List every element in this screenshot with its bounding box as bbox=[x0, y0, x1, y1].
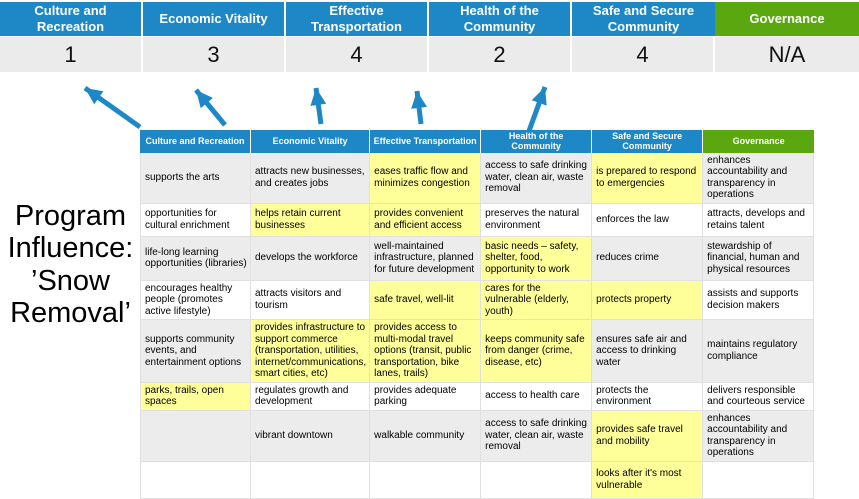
matrix-row bbox=[140, 462, 814, 499]
arrow-icon bbox=[316, 88, 321, 124]
matrix-header-cell: Governance bbox=[703, 130, 814, 153]
priority-header-cell: Safe and Secure Community bbox=[572, 2, 715, 36]
matrix-cell: maintains regulatory compliance bbox=[703, 320, 814, 383]
priority-score: 2 bbox=[429, 37, 572, 72]
priority-header-cell: Economic Vitality bbox=[143, 2, 286, 36]
priority-matrix bbox=[140, 130, 814, 499]
arrow-icon bbox=[417, 91, 421, 124]
priority-header-cell: Governance bbox=[715, 2, 859, 36]
matrix-cell: eases traffic flow and minimizes congestion bbox=[370, 153, 481, 204]
matrix-cell: provides infrastructure to support commerce (transportation, utilities, internet/communications, smart cities, etc) bbox=[251, 320, 370, 383]
priority-header-cell: Health of the Community bbox=[429, 2, 572, 36]
matrix-cell: opportunities for cultural enrichment bbox=[140, 204, 251, 237]
arrow-icon bbox=[85, 88, 140, 127]
matrix-cell: supports community events, and entertainment options bbox=[140, 320, 251, 383]
priority-score: 3 bbox=[143, 37, 286, 72]
matrix-cell: supports the arts bbox=[140, 153, 251, 204]
matrix-cell bbox=[370, 462, 481, 499]
matrix-cell: preserves the natural environment bbox=[481, 204, 592, 237]
matrix-cell bbox=[140, 411, 251, 462]
matrix-cell: access to health care bbox=[481, 383, 592, 411]
matrix-cell: develops the workforce bbox=[251, 237, 370, 281]
matrix-cell: regulates growth and development bbox=[251, 383, 370, 411]
matrix-cell: life-long learning opportunities (libraries) bbox=[140, 237, 251, 281]
matrix-cell: access to safe drinking water, clean air, waste removal bbox=[481, 153, 592, 204]
matrix-cell: enhances accountability and transparency in operations bbox=[703, 411, 814, 462]
matrix-cell: encourages healthy people (promotes active lifestyle) bbox=[140, 281, 251, 321]
priority-score: 4 bbox=[572, 37, 715, 72]
matrix-row bbox=[140, 204, 814, 237]
matrix-cell: helps retain current businesses bbox=[251, 204, 370, 237]
matrix-cell: provides adequate parking bbox=[370, 383, 481, 411]
priority-score: 1 bbox=[0, 37, 143, 72]
matrix-body bbox=[140, 153, 814, 499]
matrix-cell: attracts new businesses, and creates jobs bbox=[251, 153, 370, 204]
priority-matrix-table bbox=[140, 130, 814, 499]
matrix-cell bbox=[703, 462, 814, 499]
matrix-cell bbox=[251, 462, 370, 499]
matrix-cell: enhances accountability and transparency in operations bbox=[703, 153, 814, 204]
matrix-cell: stewardship of financial, human and physical resources bbox=[703, 237, 814, 281]
matrix-row bbox=[140, 281, 814, 321]
matrix-cell: delivers responsible and courteous service bbox=[703, 383, 814, 411]
priority-score-row bbox=[0, 37, 859, 72]
matrix-cell: safe travel, well-lit bbox=[370, 281, 481, 321]
matrix-row bbox=[140, 411, 814, 462]
matrix-cell: keeps community safe from danger (crime, disease, etc) bbox=[481, 320, 592, 383]
priority-header-cell: Effective Transportation bbox=[286, 2, 429, 36]
matrix-cell: well-maintained infrastructure, planned for future development bbox=[370, 237, 481, 281]
matrix-header-cell: Effective Transportation bbox=[370, 130, 481, 153]
matrix-cell: vibrant downtown bbox=[251, 411, 370, 462]
matrix-cell bbox=[481, 462, 592, 499]
matrix-cell: attracts visitors and tourism bbox=[251, 281, 370, 321]
matrix-cell: looks after it's most vulnerable bbox=[592, 462, 703, 499]
matrix-cell: provides convenient and efficient access bbox=[370, 204, 481, 237]
matrix-cell: attracts, develops and retains talent bbox=[703, 204, 814, 237]
matrix-cell bbox=[140, 462, 251, 499]
priority-header-cell: Culture and Recreation bbox=[0, 2, 143, 36]
matrix-cell: protects the environment bbox=[592, 383, 703, 411]
matrix-cell: access to safe drinking water, clean air, waste removal bbox=[481, 411, 592, 462]
matrix-cell: ensures safe air and access to drinking water bbox=[592, 320, 703, 383]
matrix-header-cell: Safe and Secure Community bbox=[592, 130, 703, 153]
priority-score: 4 bbox=[286, 37, 429, 72]
matrix-cell: provides access to multi-modal travel options (transit, public transportation, bike lanes, trails) bbox=[370, 320, 481, 383]
matrix-cell: walkable community bbox=[370, 411, 481, 462]
matrix-row bbox=[140, 237, 814, 281]
matrix-cell: is prepared to respond to emergencies bbox=[592, 153, 703, 204]
arrow-icon bbox=[529, 87, 545, 131]
matrix-cell: provides safe travel and mobility bbox=[592, 411, 703, 462]
matrix-cell: assists and supports decision makers bbox=[703, 281, 814, 321]
program-influence-label: Program Influence: ’Snow Removal’ bbox=[7, 200, 134, 330]
matrix-cell: basic needs – safety, shelter, food, opportunity to work bbox=[481, 237, 592, 281]
matrix-cell: reduces crime bbox=[592, 237, 703, 281]
matrix-header-tr bbox=[140, 130, 814, 153]
matrix-row bbox=[140, 383, 814, 411]
matrix-cell: parks, trails, open spaces bbox=[140, 383, 251, 411]
matrix-header-cell: Health of the Community bbox=[481, 130, 592, 153]
priority-header-row bbox=[0, 2, 859, 36]
matrix-cell: cares for the vulnerable (elderly, youth) bbox=[481, 281, 592, 321]
matrix-row bbox=[140, 320, 814, 383]
arrow-icon bbox=[196, 90, 225, 125]
matrix-cell: protects property bbox=[592, 281, 703, 321]
priority-score: N/A bbox=[715, 37, 859, 72]
matrix-header-cell: Culture and Recreation bbox=[140, 130, 251, 153]
matrix-row bbox=[140, 153, 814, 204]
matrix-header-cell: Economic Vitality bbox=[251, 130, 370, 153]
matrix-cell: enforces the law bbox=[592, 204, 703, 237]
